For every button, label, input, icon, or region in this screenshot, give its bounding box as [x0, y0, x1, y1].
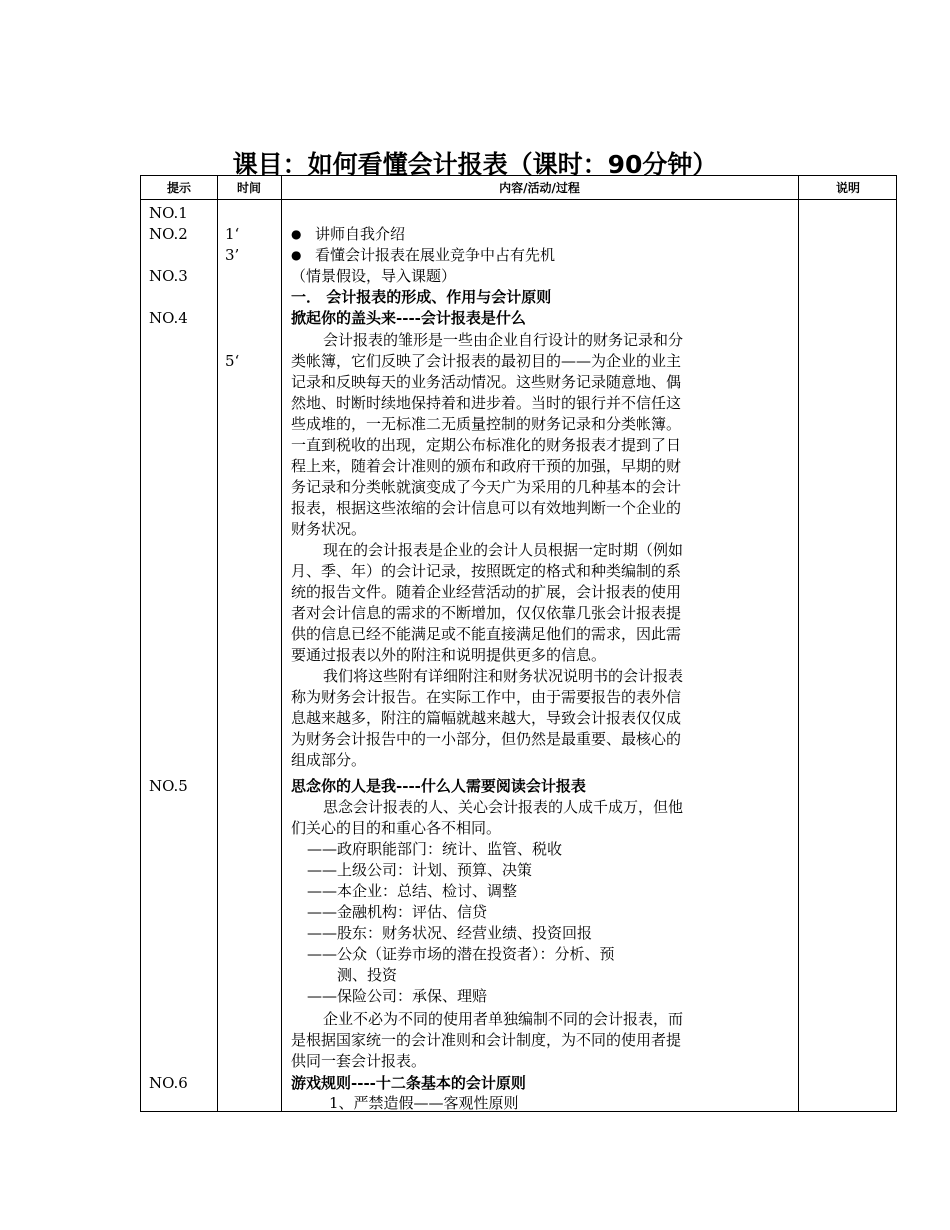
header-content: 内容/活动/过程: [499, 181, 580, 195]
paragraph-line: 统的报告文件。随着企业经营活动的扩展，会计报表的使用: [291, 583, 682, 601]
list-item: ——股东：财务状况、经营业绩、投资回报: [307, 924, 593, 942]
paragraph-line: 思念会计报表的人、关心会计报表的人成千成万，但他: [323, 798, 684, 816]
page-title: 课目：如何看懂会计报表（课时：90分钟）: [232, 150, 718, 179]
list-item: ——上级公司：计划、预算、决策: [307, 861, 533, 879]
paragraph-line: 报表，根据这些浓缩的会计信息可以有效地判断一个企业的: [291, 499, 682, 517]
list-item: ——公众（证券市场的潜在投资者）：分析、预: [307, 945, 615, 963]
paragraph-line: 供同一套会计报表。: [291, 1052, 427, 1070]
paragraph-line: 息越来越多，附注的篇幅就越来越大，导致会计报表仅仅成: [291, 709, 682, 727]
bullet-item: 讲师自我介绍: [315, 225, 406, 243]
subsection-heading: 思念你的人是我----什么人需要阅读会计报表: [291, 777, 586, 795]
list-item: ——本企业：总结、检讨、调整: [307, 882, 518, 900]
list-item: ——政府职能部门：统计、监管、税收: [307, 840, 563, 858]
header-notes: 说明: [835, 181, 860, 195]
list-item: ——保险公司：承保、理赔: [307, 987, 488, 1005]
time-3: 5‘: [225, 352, 240, 370]
bullet-note: （情景假设，导入课题）: [291, 267, 457, 285]
bullet-icon: ●: [291, 248, 302, 262]
paragraph-line: 我们将这些附有详细附注和财务状况说明书的会计报表: [323, 667, 684, 685]
paragraph-line: 是根据国家统一的会计准则和会计制度，为不同的使用者提: [291, 1031, 682, 1049]
bullet-item: 看懂会计报表在展业竞争中占有先机: [315, 246, 556, 264]
column-divider: [217, 176, 218, 1111]
paragraph-line: 务记录和分类帐就演变成了今天广为采用的几种基本的会计: [291, 478, 682, 496]
hint-no3: NO.3: [149, 267, 188, 285]
paragraph-line: 一直到税收的出现，定期公布标准化的财务报表才提到了日: [291, 436, 682, 454]
list-item: ——金融机构：评估、信贷: [307, 903, 488, 921]
list-item-continuation: 测、投资: [337, 966, 398, 984]
paragraph-line: 现在的会计报表是企业的会计人员根据一定时期（例如: [323, 541, 684, 559]
subsection-heading: 掀起你的盖头来----会计报表是什么: [291, 309, 526, 327]
time-1: 1‘: [225, 225, 240, 243]
principle-item: 1、严禁造假——客观性原则: [329, 1094, 519, 1112]
section-heading: 一． 会计报表的形成、作用与会计原则: [291, 288, 552, 306]
paragraph-line: 为财务会计报告中的一小部分，但仍然是最重要、最核心的: [291, 730, 682, 748]
lesson-table: [140, 175, 897, 1112]
hint-no6: NO.6: [149, 1074, 188, 1092]
header-hint: 提示: [166, 181, 191, 195]
paragraph-line: 组成部分。: [291, 751, 367, 769]
paragraph-line: 者对会计信息的需求的不断增加，仅仅依靠几张会计报表提: [291, 604, 682, 622]
paragraph-line: 称为财务会计报告。在实际工作中，由于需要报告的表外信: [291, 688, 682, 706]
paragraph-line: 些成堆的，一无标准二无质量控制的财务记录和分类帐簿。: [291, 415, 682, 433]
paragraph-line: 供的信息已经不能满足或不能直接满足他们的需求，因此需: [291, 625, 682, 643]
time-2: 3’: [225, 246, 240, 264]
paragraph-line: 然地、时断时续地保持着和进步着。当时的银行并不信任这: [291, 394, 682, 412]
bullet-icon: ●: [291, 227, 302, 241]
paragraph-line: 类帐簿，它们反映了会计报表的最初目的——为企业的业主: [291, 352, 682, 370]
paragraph-line: 企业不必为不同的使用者单独编制不同的会计报表，而: [323, 1010, 684, 1028]
subsection-heading: 游戏规则----十二条基本的会计原则: [291, 1074, 526, 1092]
paragraph-line: 要通过报表以外的附注和说明提供更多的信息。: [291, 646, 607, 664]
paragraph-line: 会计报表的雏形是一些由企业自行设计的财务记录和分: [323, 331, 684, 349]
hint-no2: NO.2: [149, 225, 188, 243]
paragraph-line: 记录和反映每天的业务活动情况。这些财务记录随意地、偶: [291, 373, 682, 391]
hint-no4: NO.4: [149, 309, 188, 327]
column-divider: [798, 176, 799, 1111]
paragraph-line: 们关心的目的和重心各不相同。: [291, 819, 502, 837]
paragraph-line: 程上来，随着会计准则的颁布和政府干预的加强，早期的财: [291, 457, 682, 475]
paragraph-line: 财务状况。: [291, 520, 367, 538]
hint-no1: NO.1: [149, 204, 188, 222]
hint-no5: NO.5: [149, 777, 188, 795]
header-divider: [141, 199, 896, 200]
column-divider: [281, 176, 282, 1111]
header-time: 时间: [236, 181, 261, 195]
paragraph-line: 月、季、年）的会计记录，按照既定的格式和种类编制的系: [291, 562, 682, 580]
